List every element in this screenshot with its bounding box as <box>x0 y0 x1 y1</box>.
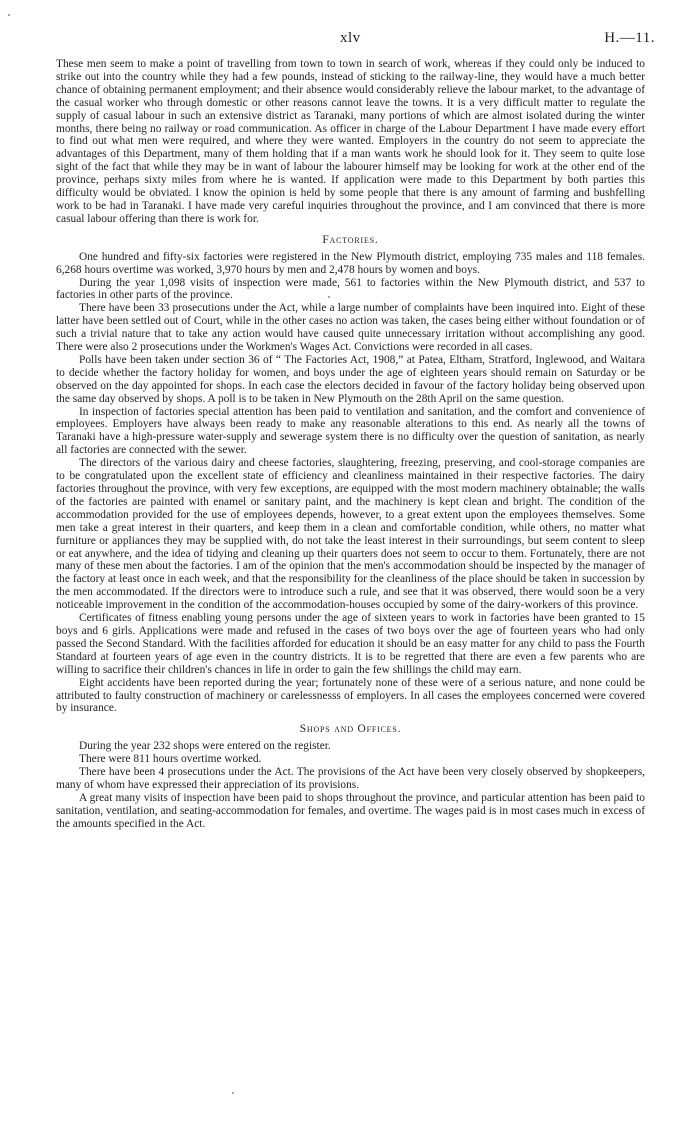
section-heading-factories: Factories. <box>322 233 379 246</box>
document-body <box>56 58 645 831</box>
factories-paragraph: During the year 1,098 visits of inspection were made, 561 to factories within the New Plymouth district, and 537 to factories in other parts of the province. <box>56 276 645 302</box>
factories-paragraph: Certificates of fitness enabling young persons under the age of sixteen years to work in factories have been granted to 15 boys and 6 girls. Applications were made and refused in the cases of two boys over the age of fourteen years who had only passed the Second Standard. With the facilities afforded for education it should be an easy matter for any child to pass the Fourth Standard at fourteen years of age even in the country districts. It is to be regretted that there are even a few parents who are willing to sacrifice their children's chances in life in order to gain the few shillings the child may earn. <box>56 612 645 676</box>
scan-speck <box>232 1092 234 1094</box>
scan-speck <box>8 14 10 16</box>
shops-paragraph: There have been 4 prosecutions under the Act. The provisions of the Act have been very closely observed by shopkeepers, many of whom have expressed their appreciation of its provisions. <box>56 766 645 791</box>
factories-paragraph: Eight accidents have been reported during the year; fortunately none of these were of a serious nature, and none could be attributed to faulty construction of machinery or carelessnesss of employers. In all cases the employees concerned were covered by insurance. <box>56 676 645 715</box>
factories-paragraph: Polls have been taken under section 36 of “ The Factories Act, 1908,” at Patea, Eltham, Stratford, Inglewood, and Waitara to decide whether the factory holiday for women, and boys under the age of eighteen years should remain on Saturday or be observed on the day appointed for shops. In each case the electors decided in favour of the factory holiday being observed upon the same day observed by shops. A poll is to be taken in New Plymouth on the 28th April on the same question. <box>56 353 645 405</box>
page-header <box>56 0 655 58</box>
factories-paragraph: There have been 33 prosecutions under the Act, while a large number of complaints have been inquired into. Eight of these latter have been settled out of Court, while in the other cases no action was taken, the cases being either without foundation or of such a trivial nature that to take any action would have caused quite unnecessary irritation without accomplishing any good. There were also 2 prosecutions under the Workmen's Wages Act. Convictions were recorded in all cases. <box>56 302 645 354</box>
shops-paragraph: During the year 232 shops were entered on the register. <box>79 740 331 753</box>
section-heading-shops: Shops and Offices. <box>299 723 402 736</box>
shops-paragraph: There were 811 hours overtime worked. <box>79 753 262 766</box>
factories-paragraph: One hundred and fifty-six factories were registered in the New Plymouth district, employing 735 males and 118 females. 6,268 hours overtime was worked, 3,970 hours by men and 2,478 hours by women and boys. <box>56 250 645 276</box>
intro-paragraph: These men seem to make a point of travelling from town to town in search of work, whereas if they could only be induced to strike out into the country while they had a few pounds, instead of sticking to the railway-line, they would have a much better chance of obtaining permanent employment; and their absence would considerably relieve the labour market, to the advantage of the casual worker who through domestic or other reasons cannot leave the towns. It is a very difficult matter to regulate the supply of casual labour in such an extensive district as Taranaki, many portions of which are almost isolated during the winter months, there being no railway or road communication. As officer in charge of the Labour Department I have made every effort to find out what men were required, and where they were wanted. Employers in the country do not seem to appreciate the advantages of this Department, many of them holding that if a man wants work he should look for it. They seem to quite lose sight of the fact that while they may be in want of labour the labourer himself may be looking for work at the other end of the province, perhaps sixty miles from where he is wanted. If application were made to this Department by both parties this difficulty would be obviated. I know the opinion is held by some people that there is any amount of farming and bushfelling work to be had in Taranaki. I have made very careful inquiries throughout the province, and I am convinced that there is more casual labour offering than there is work for. <box>56 58 645 225</box>
document-page <box>56 0 655 831</box>
shops-paragraph: A great many visits of inspection have been paid to shops throughout the province, and particular attention has been paid to sanitation, ventilation, and seating-accommodation for females, and overtime. The wages paid is in most cases much in excess of the amounts specified in the Act. <box>56 791 645 830</box>
document-reference: H.—11. <box>604 30 655 46</box>
factories-paragraph: The directors of the various dairy and cheese factories, slaughtering, freezing, preserving, and cool-storage companies are to be congratulated upon the excellent state of efficiency and cleanliness maintained in their respective factories. The dairy factories throughout the province, with very few exceptions, are equipped with the most modern machinery obtainable; the walls of the factories are painted with enamel or sanitary paint, and the machinery is kept clean and bright. The condition of the accommodation provided for the use of employees depends, however, to a great extent upon the employees themselves. Some men take a great interest in their quarters, and keep them in a clean and comfortable condition, while others, no matter what furniture or appliances they may be supplied with, do not take the least interest in their surroundings, but seem content to sleep or eat anywhere, and the idea of tidying and cleaning up their quarters does not seem to occur to them. Fortunately, there are not many of these men about the factories. I am of the opinion that the men's accommodation should be inspected by the manager of the factory at least once in each week, and that the responsibility for the cleanliness of the place should be taken in succession by the men accommodated. If the directors were to introduce such a rule, and see that it was observed, there would soon be a very noticeable improvement in the condition of the accommodation-houses occupied by some of the dairy-workers of this province. <box>56 457 645 612</box>
factories-paragraph: In inspection of factories special attention has been paid to ventilation and sanitation, and the comfort and convenience of employees. Employers have always been ready to make any reasonable alterations to this end. As nearly all the towns of Taranaki have a high-pressure water-supply and sewerage system there is no difficulty over the question of sanitation, as nearly all factories are connected with the sewer. <box>56 405 645 457</box>
page-number: xlv <box>340 30 361 46</box>
